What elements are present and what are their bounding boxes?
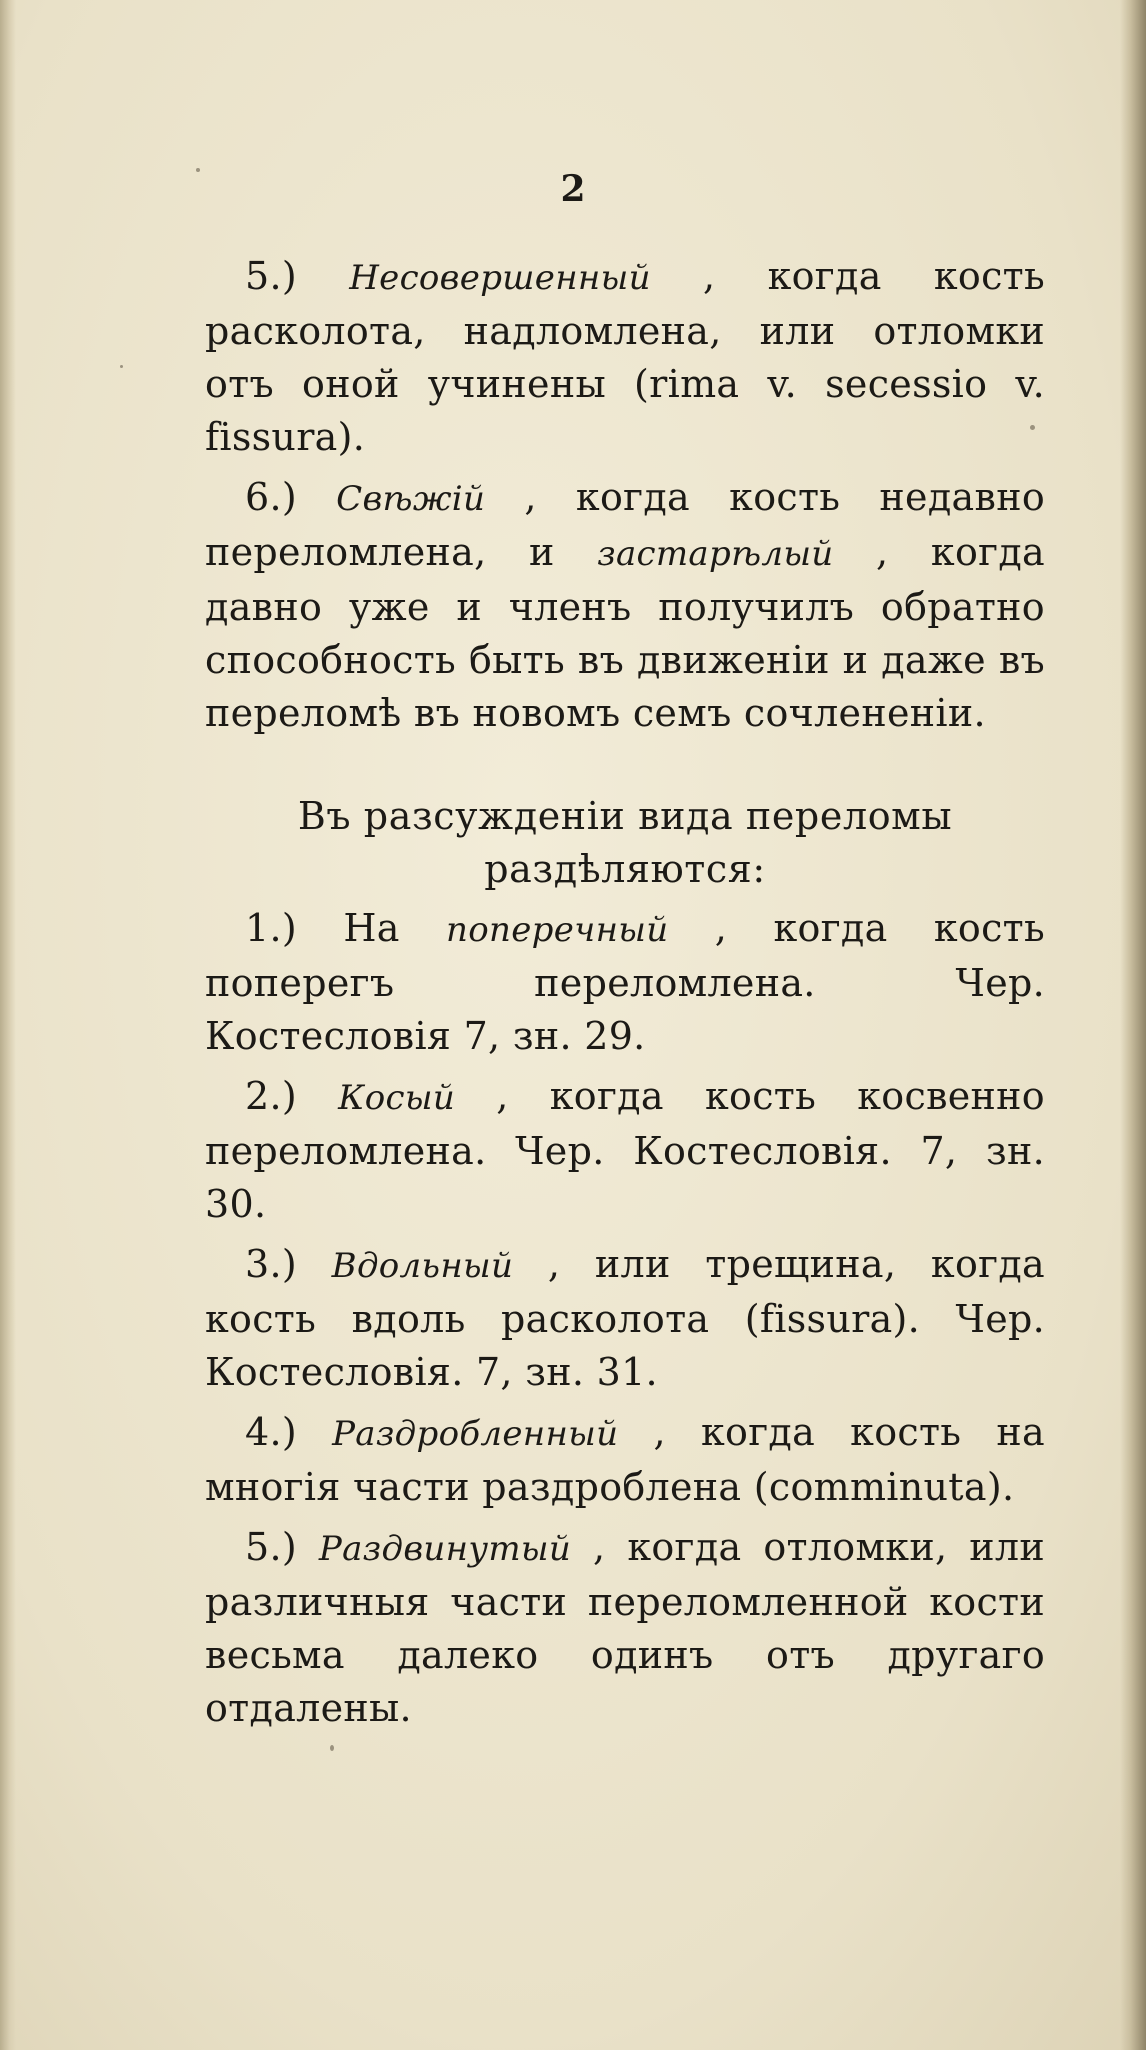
- item-number: 5.): [245, 254, 297, 298]
- item-number: 3.): [245, 1242, 297, 1286]
- paragraph-text: , или трещина, когда кость вдоль расколота (fissura). Чер. Костесловія. 7, зн. 31.: [205, 1242, 1045, 1394]
- paper-speck: [120, 365, 123, 368]
- section-heading: Въ разсужденіи вида переломы раздѣляются:: [297, 794, 953, 891]
- paragraph-4-comminuted: [205, 1406, 1045, 1514]
- term-italic-2: застарѣлый: [597, 534, 834, 574]
- paragraph-5-displaced: [205, 1521, 1045, 1735]
- page-number: 2: [560, 168, 586, 210]
- paragraph-text: , когда кость на многія части раздроблена (comminuta).: [205, 1410, 1045, 1509]
- page-right-edge: [1120, 0, 1146, 2050]
- paragraph-text-2: , когда давно уже и членъ получилъ обратно способность быть въ движеніи и даже въ переломѣ въ новомъ семъ сочлененіи.: [205, 530, 1046, 735]
- paper-speck: [330, 1745, 334, 1751]
- item-number: 5.): [245, 1525, 297, 1569]
- item-number: 6.): [245, 475, 297, 519]
- item-number: 1.): [245, 906, 297, 950]
- paragraph-3-longitudinal: [205, 1238, 1045, 1399]
- paragraph-1-transverse: [205, 902, 1045, 1063]
- term-italic: Вдольный: [331, 1246, 514, 1286]
- item-number: 4.): [245, 1410, 297, 1454]
- term-italic: Несовершенный: [349, 258, 651, 298]
- paragraph-6-fresh: [205, 471, 1045, 740]
- paragraph-text: , когда кость косвенно переломлена. Чер. Костесловія. 7, зн. 30.: [205, 1074, 1045, 1226]
- paragraph-text: , когда кость недавно переломлена, и: [205, 475, 1045, 574]
- paragraph-text: , когда кость поперегъ переломлена. Чер. Костесловія 7, зн. 29.: [205, 906, 1045, 1058]
- paragraph-text: , когда отломки, или различныя части переломленной кости весьма далеко одинъ отъ другаго отдалены.: [205, 1525, 1045, 1730]
- page-left-edge: [0, 0, 16, 2050]
- main-text: [205, 250, 1045, 1742]
- term-italic: Косый: [338, 1078, 456, 1118]
- term-italic: Раздвинутый: [318, 1529, 572, 1569]
- item-number: 2.): [245, 1074, 297, 1118]
- term-italic: поперечный: [446, 910, 669, 950]
- term-italic: Свѣжій: [336, 479, 486, 519]
- lead-word: На: [343, 906, 400, 950]
- paragraph-5-incomplete: [205, 250, 1045, 464]
- term-italic: Раздробленный: [332, 1414, 619, 1454]
- paragraph-2-oblique: [205, 1070, 1045, 1231]
- paragraph-text: , когда кость расколота, надломлена, или отломки отъ оной учинены (rima v. secessio v. fissura).: [205, 254, 1045, 459]
